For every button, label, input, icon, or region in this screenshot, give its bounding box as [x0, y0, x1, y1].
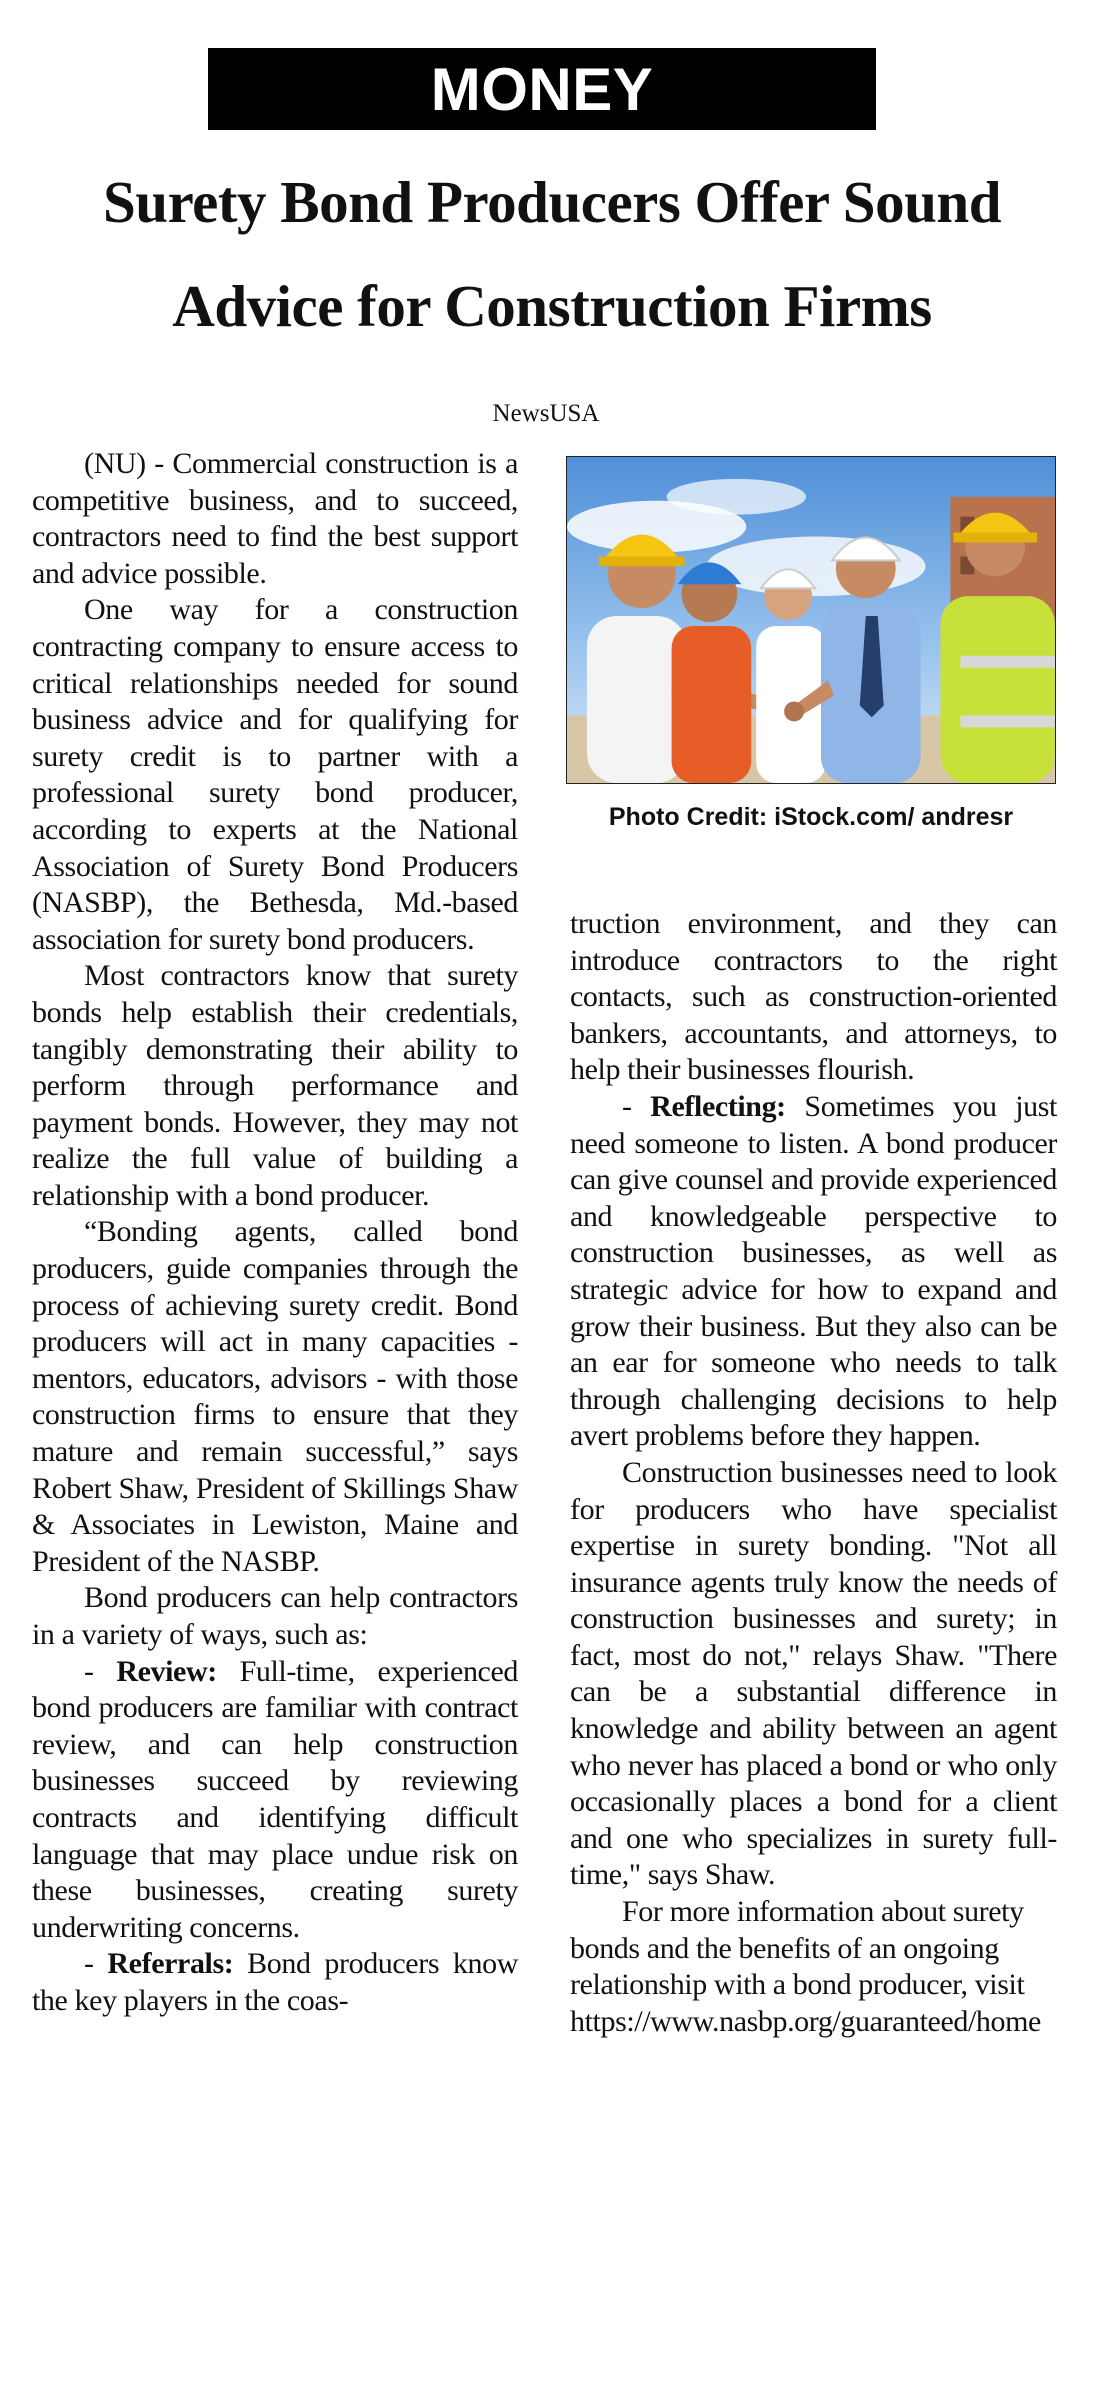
paragraph-producers-needed: Construction businesses need to look for producers who have specialist expertise in surety bonding. "Not all insurance agents truly know the needs of construction businesses and surety; in fact, most do not," relays Shaw. "There can be a substantial difference in knowledge and ability between an agent who never has placed a bond or who only occasionally places a bond for a client and one who specializes in surety full-time," says Shaw.	[570, 1455, 1057, 1892]
paragraph-partner: One way for a construction contracting company to ensure access to critical relationships needed for sound business advice and for qualifying for surety credit is to partner with a professional surety bond producer, according to experts at the National Association of Surety Bond Producers (NASBP), the Bethesda, Md.-based association for surety bond producers.	[32, 593, 518, 956]
article-byline: NewsUSA	[492, 400, 600, 427]
paragraph-quote: “Bonding agents, called bond producers, guide companies through the process of achieving surety credit. Bond producers will act in many capacities - mentors, educators, advisors - with those construction firms to ensure that they mature and remain successful,” says Robert Shaw, President of Skillings Shaw & Associates in Lewiston, Maine and President of the NASBP.	[32, 1215, 518, 1578]
reflecting-text: Sometimes you just need someone to listen. A bond producer can give counsel and provide experienced and knowledgeable perspective to construction businesses, as well as strategic advice for how to expand and grow their business. But they also can be an ear for someone who needs to talk through challenging decisions to help avert problems before they happen.	[570, 1089, 1057, 1453]
paragraph-reflecting: - Reflecting: Sometimes you just need someone to listen. A bond producer can give counsel and provide experienced and knowledgeable perspective to construction businesses, as well as strategic advice for how to expand and grow their business. But they also can be an ear for someone who needs to talk through challenging decisions to help avert problems before they happen.	[570, 1089, 1057, 1453]
paragraph-intro: (NU) - Commercial construction is a competitive business, and to succeed, contractors need to find the best support and advice possible.	[32, 447, 518, 590]
article-column-left	[32, 446, 518, 2020]
section-label: MONEY	[430, 55, 654, 123]
reflecting-term: Reflecting:	[650, 1089, 786, 1123]
section-banner	[208, 48, 876, 130]
paragraph-referrals: - Referrals: Bond producers know the key players in the coas-	[32, 1947, 518, 2017]
article-headline: Surety Bond Producers Offer Sound Advice for Construction Firms	[102, 169, 1002, 339]
article-column-right	[570, 906, 1057, 2040]
review-text: Full-time, experienced bond producers are familiar with contract review, and can help construction businesses succeed by reviewing contracts and identifying difficult language that may place undue risk on these businesses, creating surety underwriting concerns.	[32, 1654, 518, 1944]
paragraph-credentials: Most contractors know that surety bonds help establish their credentials, tangibly demonstrating their ability to perform through performance and payment bonds. However, they may not realize the full value of building a relationship with a bond producer.	[32, 959, 518, 1212]
photo-caption: Photo Credit: iStock.com/ andresr	[608, 803, 1014, 831]
paragraph-review: - Review: Full-time, experienced bond producers are familiar with contract review, and can help construction businesses succeed by reviewing contracts and identifying difficult language that may place undue risk on these businesses, creating surety underwriting concerns.	[32, 1654, 518, 1944]
construction-handshake-photo-icon	[567, 457, 1055, 783]
paragraph-more-info: For more information about surety bonds and the benefits of an ongoing relationship with a bond producer, visit https://www.nasbp.org/guaranteed/home	[570, 1895, 1041, 2038]
review-term: Review:	[116, 1654, 217, 1688]
referrals-term: Referrals:	[107, 1947, 234, 1981]
paragraph-referrals-continued: truction environment, and they can introduce contractors to the right contacts, such as construction-oriented bankers, accountants, and attorneys, to help their businesses flourish.	[570, 907, 1057, 1087]
article-photo	[566, 456, 1056, 784]
referrals-text: Bond producers know the key players in the coas-	[32, 1947, 518, 2017]
paragraph-ways: Bond producers can help contractors in a variety of ways, such as:	[32, 1581, 518, 1651]
